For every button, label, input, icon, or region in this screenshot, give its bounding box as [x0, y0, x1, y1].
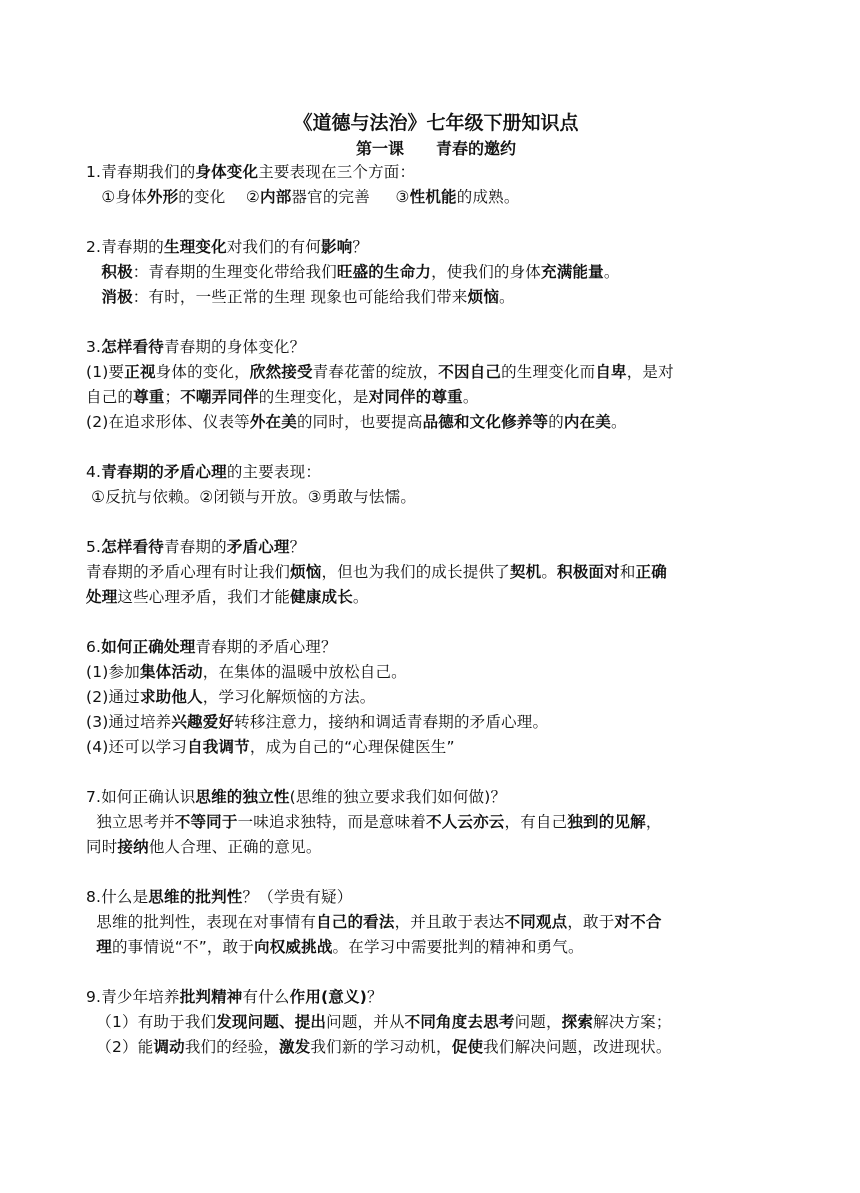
blank-line: [86, 860, 786, 885]
text-segment: 我们新的学习动机，: [310, 1038, 452, 1056]
text-line: [86, 410, 786, 435]
blank-line: [86, 510, 786, 535]
blank-line: [86, 610, 786, 635]
text-segment: 我们的经验，: [184, 1038, 280, 1056]
bold-keyword: 批判精神: [179, 988, 243, 1006]
bold-keyword: 兴趣爱好: [171, 713, 235, 731]
bold-keyword: 契机: [509, 563, 542, 581]
text-segment: ①身体: [86, 188, 147, 206]
bold-keyword: 集体活动: [139, 663, 203, 681]
text-segment: ？: [289, 538, 306, 556]
text-segment: 1.青春期我们的: [86, 163, 196, 181]
text-segment: (2)通过: [86, 688, 140, 706]
text-segment: ，并且敢于表达: [394, 913, 505, 931]
text-segment: 8.什么是: [86, 888, 149, 906]
text-segment: ，有自己: [504, 813, 568, 831]
bold-keyword: 烦恼: [290, 563, 322, 581]
text-segment: 2.青春期的: [86, 238, 164, 256]
text-segment: 身体的变化，: [155, 363, 250, 381]
text-line: [86, 785, 786, 810]
text-segment: 的事情说“不”，敢于: [111, 938, 255, 956]
bold-keyword: 调动: [153, 1038, 185, 1056]
text-segment: 。: [352, 588, 369, 606]
bold-keyword: 欣然接受: [249, 363, 313, 381]
bold-keyword: 旺盛的生命力: [336, 263, 432, 281]
text-line: [86, 935, 786, 960]
text-segment: 青春花蕾的绽放，: [312, 363, 439, 381]
text-segment: (1)参加: [86, 663, 140, 681]
text-line: [86, 335, 786, 360]
text-segment: ：青春期的生理变化带给我们: [132, 263, 337, 281]
text-line: [86, 485, 786, 510]
bold-keyword: 性机能: [409, 188, 457, 206]
text-segment: ：有时，一些正常的生理 现象也可能给我们带来: [132, 288, 468, 306]
bold-keyword: 积极面对: [557, 563, 620, 581]
text-segment: 4.: [86, 463, 102, 481]
bold-keyword: 怎样看待: [101, 338, 165, 356]
text-segment: (思维的独立要求我们如何做)？: [289, 788, 507, 806]
bold-keyword: 求助他人: [139, 688, 203, 706]
text-segment: 转移注意力，接纳和调适青春期的矛盾心理。: [234, 713, 549, 731]
text-line: [86, 560, 786, 585]
text-segment: 青春期的矛盾心理有时让我们: [86, 563, 291, 581]
bold-keyword: 身体变化: [195, 163, 259, 181]
bold-keyword: 怎样看待: [101, 538, 165, 556]
text-line: [86, 985, 786, 1010]
text-segment: [86, 263, 101, 281]
text-segment: 一味追求独特，而是意味着: [237, 813, 426, 831]
bold-keyword: 处理: [86, 588, 118, 606]
text-line: [86, 735, 786, 760]
bold-keyword: 外在美: [249, 413, 297, 431]
document-title: 《道德与法治》七年级下册知识点: [293, 112, 579, 134]
bold-keyword: 影响: [321, 238, 353, 256]
text-segment: 的: [548, 413, 564, 431]
text-segment: 。: [462, 388, 479, 406]
bold-keyword: 尊重: [133, 388, 165, 406]
text-segment: 有什么: [242, 988, 290, 1006]
bold-keyword: 矛盾心理: [226, 538, 290, 556]
document-page: [86, 108, 786, 1060]
text-segment: 3.: [86, 338, 102, 356]
text-line: [86, 235, 786, 260]
text-line: [86, 885, 786, 910]
text-line: [86, 585, 786, 610]
bold-keyword: 充满能量: [541, 263, 604, 281]
bold-keyword: 自我调节: [187, 738, 250, 756]
bold-keyword: 作用(意义): [289, 988, 367, 1006]
text-segment: 青春期的: [164, 538, 227, 556]
text-line: [86, 1035, 786, 1060]
bold-keyword: 如何正确处理: [101, 638, 196, 656]
text-segment: (2)在追求形体、仪表等: [86, 413, 250, 431]
text-line: [86, 360, 786, 385]
bold-keyword: 品德和文化修养等: [422, 413, 549, 431]
text-segment: 的同时，也要提高: [296, 413, 423, 431]
document-body: [86, 160, 786, 1060]
text-segment: 对我们的有何: [226, 238, 322, 256]
text-segment: 5.: [86, 538, 102, 556]
text-segment: ？: [352, 238, 369, 256]
bold-keyword: 积极: [101, 263, 133, 281]
text-segment: 7.如何正确认识: [86, 788, 196, 806]
bold-keyword: 不人云亦云: [426, 813, 505, 831]
bold-keyword: 理: [96, 938, 112, 956]
text-line: [86, 460, 786, 485]
bold-keyword: 思维的独立性: [195, 788, 290, 806]
text-line: [86, 710, 786, 735]
text-segment: 我们解决问题，改进现状。: [483, 1038, 672, 1056]
bold-keyword: 内部: [260, 188, 292, 206]
bold-keyword: 不同角度去思考: [404, 1013, 515, 1031]
text-segment: 和: [619, 563, 636, 581]
text-line: [86, 285, 786, 310]
text-segment: 主要表现在三个方面：: [258, 163, 416, 181]
text-segment: ，使我们的身体: [431, 263, 542, 281]
bold-keyword: 发现问题、提出: [216, 1013, 327, 1031]
text-segment: 青春期的矛盾心理？: [195, 638, 337, 656]
text-segment: ；: [164, 388, 181, 406]
bold-keyword: 对同伴的尊重: [368, 388, 463, 406]
text-line: [86, 535, 786, 560]
text-segment: 的生理变化，是: [258, 388, 369, 406]
text-segment: 的变化 ②: [178, 188, 261, 206]
blank-line: [86, 760, 786, 785]
text-segment: ？: [367, 988, 383, 1006]
bold-keyword: 不因自己: [438, 363, 502, 381]
text-segment: 9.青少年培养: [86, 988, 180, 1006]
text-segment: ，敢于: [567, 913, 615, 931]
blank-line: [86, 435, 786, 460]
text-segment: 。: [603, 263, 620, 281]
bold-keyword: 外形: [146, 188, 179, 206]
text-line: [86, 635, 786, 660]
text-segment: ，是对: [626, 363, 674, 381]
text-segment: 的成熟。: [456, 188, 520, 206]
text-segment: 他人合理、正确的意见。: [148, 838, 322, 856]
text-segment: (3)通过培养: [86, 713, 172, 731]
text-segment: 问题，并从: [326, 1013, 405, 1031]
bold-keyword: 烦恼: [467, 288, 500, 306]
text-segment: 解决方案；: [593, 1013, 672, 1031]
text-segment: (1)要: [86, 363, 125, 381]
text-segment: ，但也为我们的成长提供了: [321, 563, 510, 581]
text-segment: 的生理变化而: [501, 363, 596, 381]
text-line: [86, 160, 786, 185]
text-line: [86, 685, 786, 710]
text-segment: 。: [611, 413, 627, 431]
bold-keyword: 青春期的矛盾心理: [101, 463, 227, 481]
bold-keyword: 正确: [635, 563, 667, 581]
text-segment: ，在集体的温暖中放松自己。: [202, 663, 407, 681]
text-segment: 同时: [86, 838, 118, 856]
bold-keyword: 自卑: [595, 363, 627, 381]
bold-keyword: 健康成长: [290, 588, 353, 606]
text-line: [86, 260, 786, 285]
text-segment: 的主要表现：: [226, 463, 322, 481]
bold-keyword: 对不合: [614, 913, 662, 931]
text-segment: ，: [645, 813, 662, 831]
text-line: [86, 660, 786, 685]
bold-keyword: 不等同于: [174, 813, 238, 831]
text-segment: ①反抗与依赖。②闭锁与开放。③勇敢与怯懦。: [86, 488, 417, 506]
text-segment: （1）有助于我们: [86, 1013, 217, 1031]
text-segment: （2）能: [86, 1038, 154, 1056]
text-segment: 独立思考并: [86, 813, 175, 831]
bold-keyword: 自己的看法: [316, 913, 395, 931]
text-segment: ，学习化解烦恼的方法。: [202, 688, 376, 706]
text-line: [86, 810, 786, 835]
text-segment: ，成为自己的“心理保健医生”: [249, 738, 455, 756]
text-segment: 器官的完善 ③: [291, 188, 410, 206]
lesson-subtitle: 第一课 青春的邀约: [355, 139, 516, 158]
bold-keyword: 独到的见解: [567, 813, 646, 831]
text-segment: 。: [499, 288, 515, 306]
text-segment: 6.: [86, 638, 102, 656]
text-segment: 这些心理矛盾，我们才能: [117, 588, 291, 606]
bold-keyword: 激发: [279, 1038, 311, 1056]
text-segment: [86, 938, 96, 956]
text-segment: 自己的: [86, 388, 134, 406]
bold-keyword: 接纳: [117, 838, 149, 856]
bold-keyword: 思维的批判性: [148, 888, 243, 906]
text-segment: (4)还可以学习: [86, 738, 188, 756]
bold-keyword: 生理变化: [164, 238, 227, 256]
text-segment: 。: [541, 563, 558, 581]
blank-line: [86, 210, 786, 235]
bold-keyword: 正视: [124, 363, 156, 381]
blank-line: [86, 310, 786, 335]
text-line: [86, 835, 786, 860]
blank-line: [86, 960, 786, 985]
bold-keyword: 内在美: [563, 413, 611, 431]
text-line: [86, 910, 786, 935]
text-line: [86, 185, 786, 210]
bold-keyword: 不嘲弄同伴: [180, 388, 259, 406]
text-line: [86, 385, 786, 410]
bold-keyword: 促使: [451, 1038, 484, 1056]
bold-keyword: 向权威挑战: [254, 938, 333, 956]
text-segment: 思维的批判性，表现在对事情有: [86, 913, 317, 931]
text-segment: ？（学贵有疑）: [242, 888, 353, 906]
bold-keyword: 消极: [101, 288, 133, 306]
bold-keyword: 不同观点: [504, 913, 568, 931]
text-segment: [86, 288, 101, 306]
text-line: [86, 1010, 786, 1035]
text-segment: 问题，: [514, 1013, 562, 1031]
text-segment: 。在学习中需要批判的精神和勇气。: [332, 938, 584, 956]
bold-keyword: 探索: [561, 1013, 594, 1031]
text-segment: 青春期的身体变化？: [164, 338, 306, 356]
